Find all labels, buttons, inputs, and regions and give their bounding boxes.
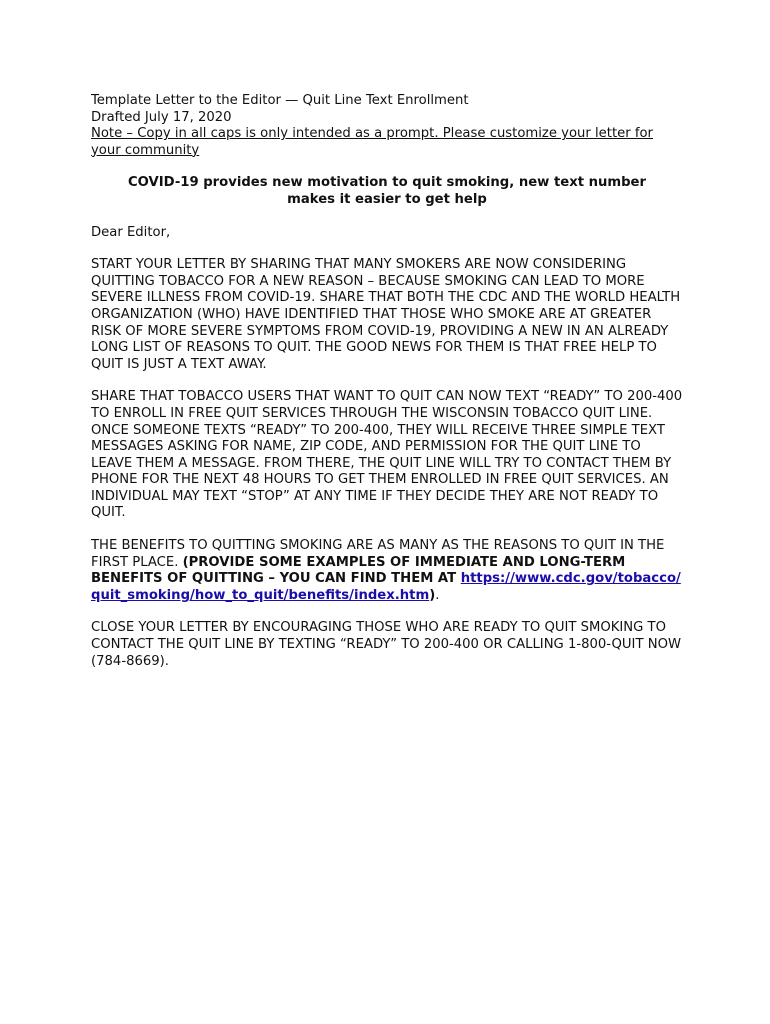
benefits-prompt-text: (PROVIDE SOME EXAMPLES OF IMMEDIATE AND LONG-TERM BENEFITS OF QUITTING – YOU CAN FIND THEM AT: [91, 554, 626, 587]
benefits-intro-text: THE BENEFITS TO QUITTING SMOKING ARE AS MANY AS THE REASONS TO QUIT IN THE FIRST PLACE.: [91, 538, 665, 570]
letter-document: [91, 93, 683, 670]
cdc-benefits-link[interactable]: https://www.cdc.gov/tobacco/quit_smoking/how_to_quit/benefits/index.htm: [91, 571, 681, 603]
salutation: Dear Editor,: [91, 224, 171, 240]
paragraph-text-enrollment: SHARE THAT TOBACCO USERS THAT WANT TO QUIT CAN NOW TEXT “READY” TO 200-400 TO ENROLL IN FREE QUIT SERVICES THROUGH THE WISCONSIN TOBACCO QUIT LINE. ONCE SOMEONE TEXTS “READY” TO 200-400, THEY WILL RECEIVE THREE SIMPLE TEXT MESSAGES ASKING FOR NAME, ZIP CODE, AND PERMISSION FOR THE QUIT LINE TO LEAVE THEM A MESSAGE. FROM THERE, THE QUIT LINE WILL TRY TO CONTACT THEM BY PHONE FOR THE NEXT 48 HOURS TO GET THEM ENROLLED IN FREE QUIT SERVICES. AN INDIVIDUAL MAY TEXT “STOP” AT ANY TIME IF THEY DECIDE THEY ARE NOT READY TO QUIT.: [91, 389, 683, 521]
letter-headline: COVID-19 provides new motivation to quit smoking, new text number makes it easier to get help: [127, 175, 647, 207]
draft-date: Drafted July 17, 2020: [91, 109, 232, 125]
paragraph-closing: CLOSE YOUR LETTER BY ENCOURAGING THOSE WHO ARE READY TO QUIT SMOKING TO CONTACT THE QUIT LINE BY TEXTING “READY” TO 200-400 OR CALLING 1-800-QUIT NOW (784-8669).: [91, 620, 681, 669]
customization-note: Note – Copy in all caps is only intended as a prompt. Please customize your letter for your community: [91, 126, 653, 158]
paragraph-benefits: [91, 538, 683, 604]
benefits-prompt-close: ): [429, 587, 436, 603]
benefits-period: .: [435, 587, 440, 603]
paragraph-intro: START YOUR LETTER BY SHARING THAT MANY SMOKERS ARE NOW CONSIDERING QUITTING TOBACCO FOR A NEW REASON – BECAUSE SMOKING CAN LEAD TO MORE SEVERE ILLNESS FROM COVID-19. SHARE THAT BOTH THE CDC AND THE WORLD HEALTH ORGANIZATION (WHO) HAVE IDENTIFIED THAT THOSE WHO SMOKE ARE AT GREATER RISK OF MORE SEVERE SYMPTOMS FROM COVID-19, PROVIDING A NEW IN AN ALREADY LONG LIST OF REASONS TO QUIT. THE GOOD NEWS FOR THEM IS THAT FREE HELP TO QUIT IS JUST A TEXT AWAY.: [91, 257, 681, 372]
document-title: Template Letter to the Editor — Quit Line Text Enrollment: [91, 93, 469, 108]
letter-header: [91, 93, 683, 159]
